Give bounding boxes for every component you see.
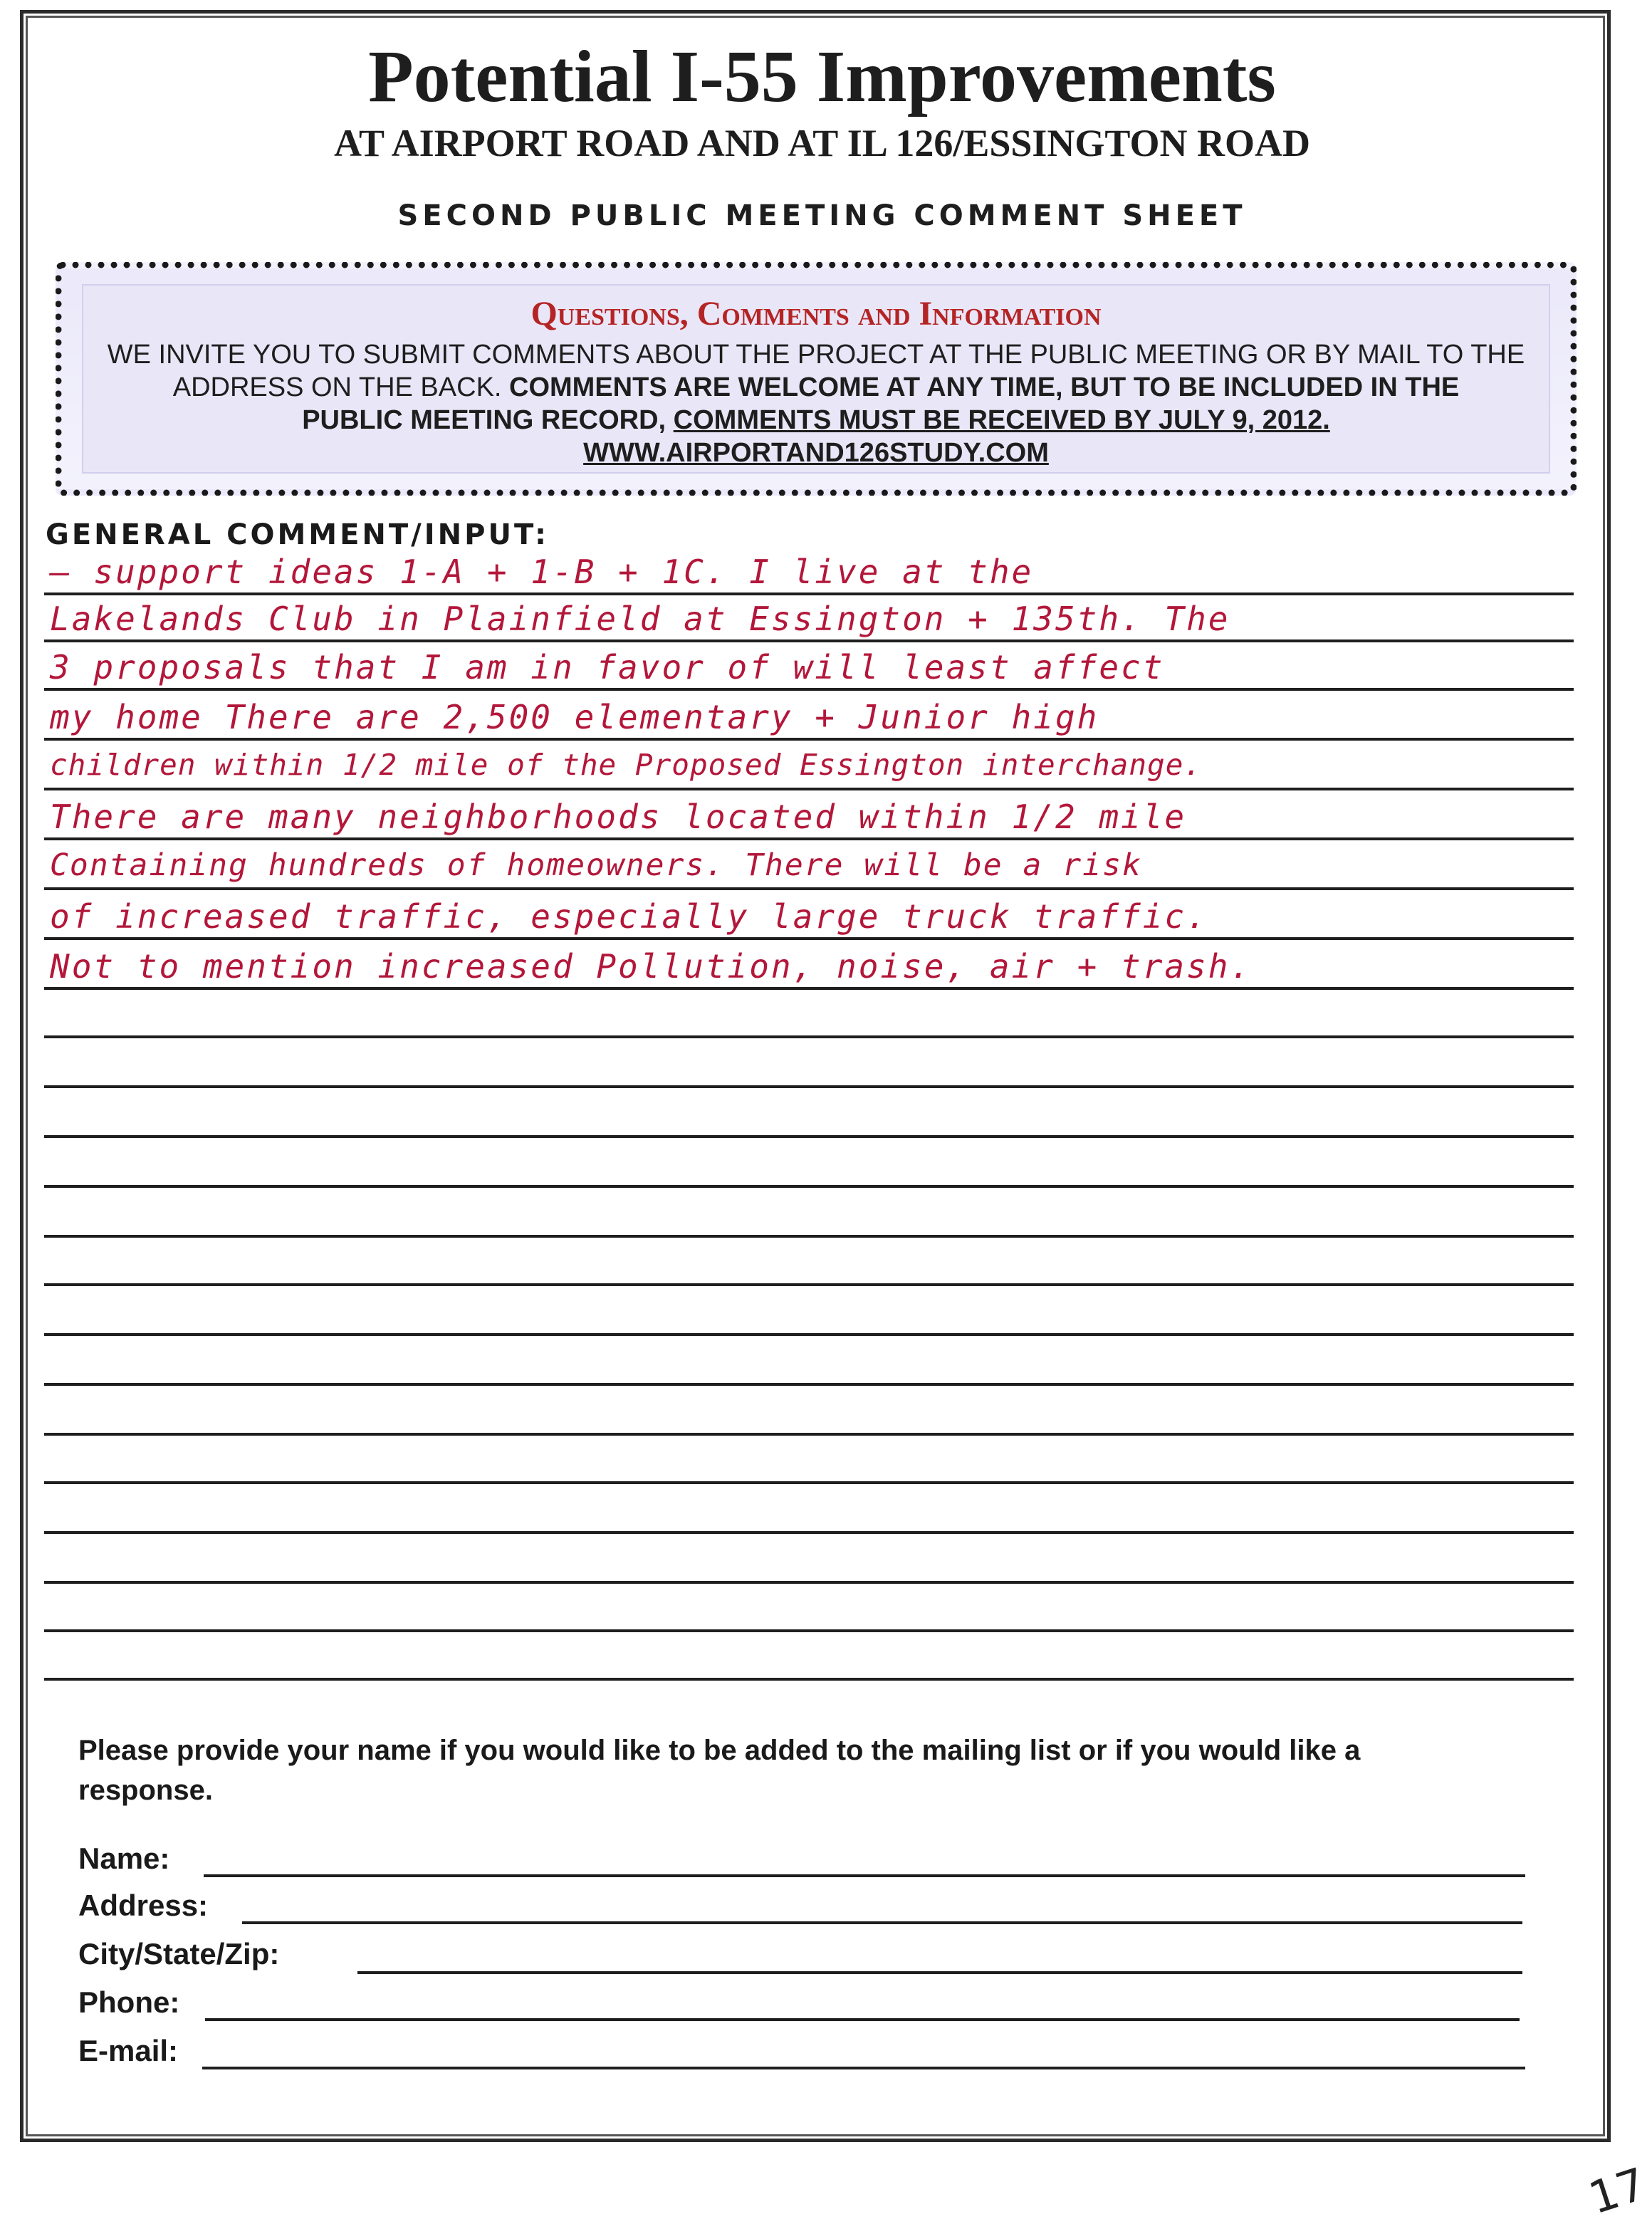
comment-rule (44, 837, 1574, 840)
comment-rule (44, 738, 1574, 741)
comment-rule (44, 788, 1574, 790)
info-box (56, 262, 1577, 496)
email-label: E-mail: (78, 2034, 179, 2067)
page-number: 17 (1582, 2157, 1652, 2224)
phone-field[interactable] (205, 2018, 1520, 2021)
comment-rule (44, 592, 1574, 595)
address-field[interactable] (242, 1921, 1522, 1924)
city-state-zip-label: City/State/Zip: (78, 1937, 280, 1970)
handwritten-line: Containing hundreds of homeowners. There will be a risk (50, 847, 1142, 883)
page-title: Potential I-55 Improvements (368, 36, 1276, 118)
comment-rule (44, 1085, 1574, 1088)
handwritten-line: Lakelands Club in Plainfield at Essington + 135th. The (50, 600, 1230, 638)
comment-rule (44, 1678, 1574, 1681)
handwritten-line: of increased traffic, especially large truck traffic. (50, 897, 1208, 936)
deadline-text: COMMENTS MUST BE RECEIVED BY JULY 9, 2012. (673, 405, 1330, 435)
comment-rule (44, 639, 1574, 642)
comment-rule (44, 887, 1574, 890)
city-state-zip-field[interactable] (357, 1971, 1522, 1974)
handwritten-line: 3 proposals that I am in favor of will least affect (50, 648, 1165, 686)
address-label: Address: (78, 1889, 209, 1922)
info-text-line-1: WE INVITE YOU TO SUBMIT COMMENTS ABOUT THE PROJECT AT THE PUBLIC MEETING OR BY MAIL TO THE (107, 340, 1525, 370)
comment-rule (44, 1531, 1574, 1534)
info-text-plain: ADDRESS ON THE BACK. (172, 372, 502, 402)
comment-rule (44, 1235, 1574, 1238)
sheet-title: SECOND PUBLIC MEETING COMMENT SHEET (397, 199, 1247, 232)
handwritten-line: my home There are 2,500 elementary + Junior high (50, 698, 1099, 736)
info-text-line-2 (62, 372, 1570, 403)
comment-rule (44, 1481, 1574, 1484)
info-text-bold-plain: PUBLIC MEETING RECORD, (302, 405, 666, 435)
comment-rule (44, 1433, 1574, 1436)
comment-label: GENERAL COMMENT/INPUT: (46, 518, 550, 551)
handwritten-line: Not to mention increased Pollution, noise, air + trash. (50, 947, 1253, 986)
handwritten-line: children within 1/2 mile of the Proposed Essington interchange. (50, 748, 1203, 782)
comment-rule (44, 1283, 1574, 1286)
name-field[interactable] (204, 1874, 1525, 1877)
name-label: Name: (78, 1842, 170, 1875)
mailing-list-note: Please provide your name if you would like to be added to the mailing list or if you would like a response. (78, 1735, 1361, 1806)
comment-rule (44, 1383, 1574, 1386)
comment-rule (44, 1135, 1574, 1138)
handwritten-line: There are many neighborhoods located within 1/2 mile (50, 798, 1187, 836)
page-subtitle: AT AIRPORT ROAD AND AT IL 126/ESSINGTON ROAD (334, 122, 1310, 165)
handwritten-line: – support ideas 1-A + 1-B + 1C. I live at the (50, 553, 1034, 591)
comment-rule (44, 1581, 1574, 1584)
info-text-line-3 (62, 405, 1570, 436)
email-field[interactable] (202, 2067, 1525, 2069)
comment-rule (44, 1333, 1574, 1336)
website-link[interactable]: WWW.AIRPORTAND126STUDY.COM (583, 438, 1049, 468)
phone-label: Phone: (78, 1985, 180, 2019)
comment-rule (44, 1185, 1574, 1188)
comment-rule (44, 937, 1574, 940)
comment-rule (44, 688, 1574, 691)
comment-rule (44, 1035, 1574, 1038)
comment-rule (44, 987, 1574, 990)
info-heading: Questions, Comments and Information (530, 295, 1102, 333)
comment-rule (44, 1629, 1574, 1632)
info-text-bold: COMMENTS ARE WELCOME AT ANY TIME, BUT TO BE INCLUDED IN THE (509, 372, 1460, 402)
